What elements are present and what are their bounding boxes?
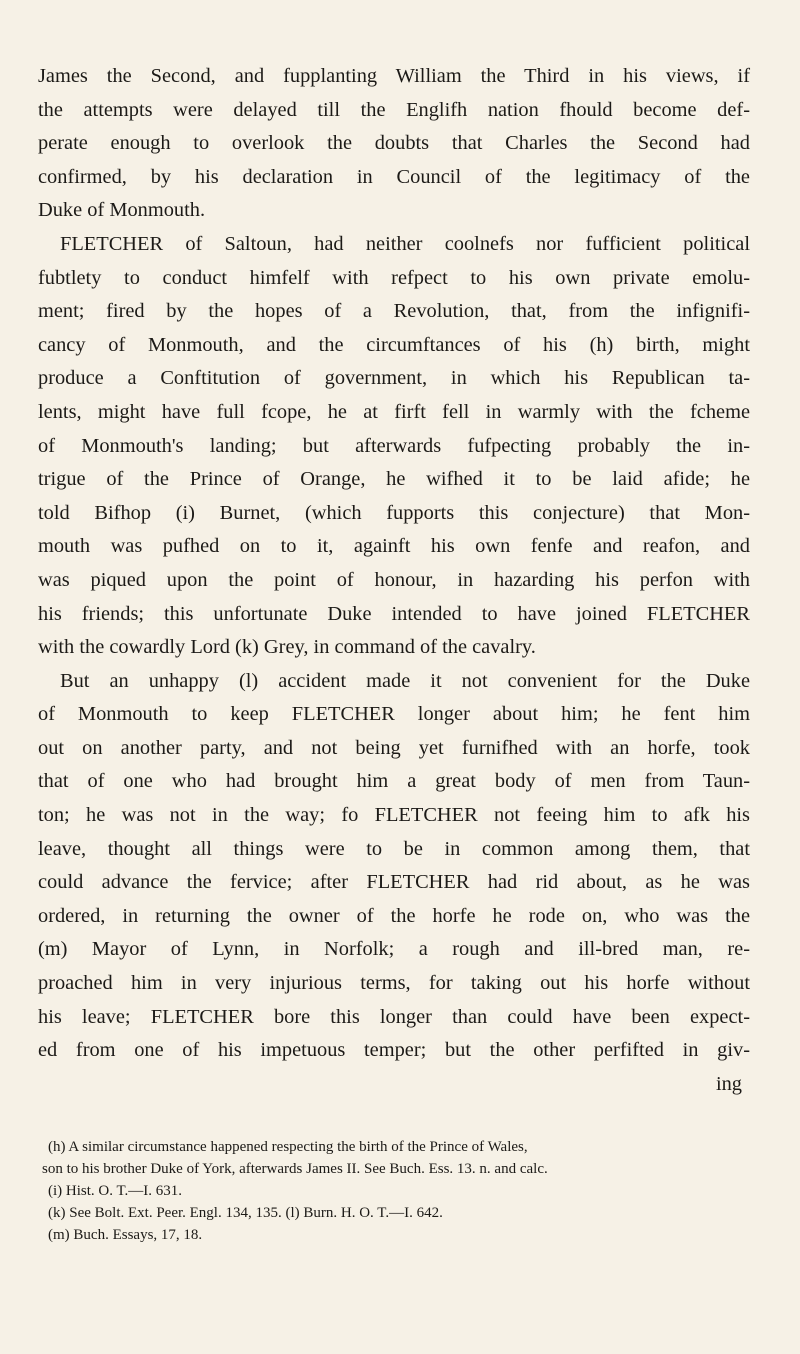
footnote-h-continued: son to his brother Duke of York, afterwards James II. See Buch. Ess. 13. n. and calc. [42, 1161, 548, 1177]
body-text [38, 60, 750, 1101]
text-line: ordered, in returning the owner of the horfe he rode on, who was the [38, 904, 750, 927]
footnote-k: (k) See Bolt. Ext. Peer. Engl. 134, 135. [48, 1205, 282, 1221]
text-line: told Bifhop (i) Burnet, (which fupports this conjecture) that Mon- [38, 501, 750, 524]
text-line: cancy of Monmouth, and the circumftances of his (h) birth, might [38, 333, 750, 356]
text-line: lents, might have full fcope, he at firft fell in warmly with the fcheme [38, 400, 750, 423]
text-line: leave, thought all things were to be in common among them, that [38, 837, 750, 860]
text-line: confirmed, by his declaration in Council of the legitimacy of the [38, 165, 750, 188]
text-line: FLETCHER of Saltoun, had neither coolnefs nor fufficient political [60, 232, 750, 255]
text-line: (m) Mayor of Lynn, in Norfolk; a rough and ill-bred man, re- [38, 938, 750, 961]
text-line: ed from one of his impetuous temper; but the other perfifted in giv- [38, 1039, 750, 1062]
text-line: trigue of the Prince of Orange, he wifhed it to be laid afide; he [38, 468, 750, 491]
text-line: of Monmouth to keep FLETCHER longer about him; he fent him [38, 703, 750, 726]
footnote-row-k-l [42, 1202, 608, 1224]
text-line: the attempts were delayed till the Englifh nation fhould become def- [38, 98, 750, 121]
catchword: ing [715, 1072, 742, 1095]
text-line: fubtlety to conduct himfelf with refpect to his own private emolu- [38, 266, 750, 289]
text-line: ment; fired by the hopes of a Revolution, that, from the infignifi- [38, 300, 750, 323]
text-line: with the cowardly Lord (k) Grey, in command of the cavalry. [38, 636, 536, 659]
footnote-m: (m) Buch. Essays, 17, 18. [48, 1227, 203, 1243]
text-line: James the Second, and fupplanting William the Third in his views, if [38, 65, 750, 87]
text-line: produce a Conftitution of government, in which his Republican ta- [38, 367, 750, 390]
text-line: perate enough to overlook the doubts that Charles the Second had [38, 132, 750, 155]
footnote-l: (l) Burn. H. O. T.—I. 642. [285, 1205, 443, 1221]
text-line: Duke of Monmouth. [38, 199, 206, 222]
text-line: could advance the fervice; after FLETCHER had rid about, as he was [38, 871, 750, 894]
text-line: But an unhappy (l) accident made it not convenient for the Duke [60, 669, 750, 692]
footnote-h: (h) A similar circumstance happened respecting the birth of the Prince of Wales, [48, 1139, 528, 1155]
text-line: proached him in very injurious terms, for taking out his horfe without [38, 972, 750, 995]
footnote-i: (i) Hist. O. T.—I. 631. [48, 1183, 183, 1199]
text-line: of Monmouth's landing; but afterwards fufpecting probably the in- [38, 434, 750, 457]
text-line: that of one who had brought him a great body of men from Taun- [38, 770, 750, 793]
text-line: ton; he was not in the way; fo FLETCHER not feeing him to afk his [38, 804, 750, 827]
footnotes [42, 1136, 754, 1246]
text-line: was piqued upon the point of honour, in hazarding his perfon with [38, 568, 750, 591]
text-line: his friends; this unfortunate Duke intended to have joined FLETCHER [38, 602, 750, 625]
text-line: his leave; FLETCHER bore this longer than could have been expect- [38, 1005, 750, 1028]
text-line: mouth was pufhed on to it, againft his own fenfe and reafon, and [38, 535, 750, 558]
text-line: out on another party, and not being yet furnifhed with an horfe, took [38, 736, 750, 759]
